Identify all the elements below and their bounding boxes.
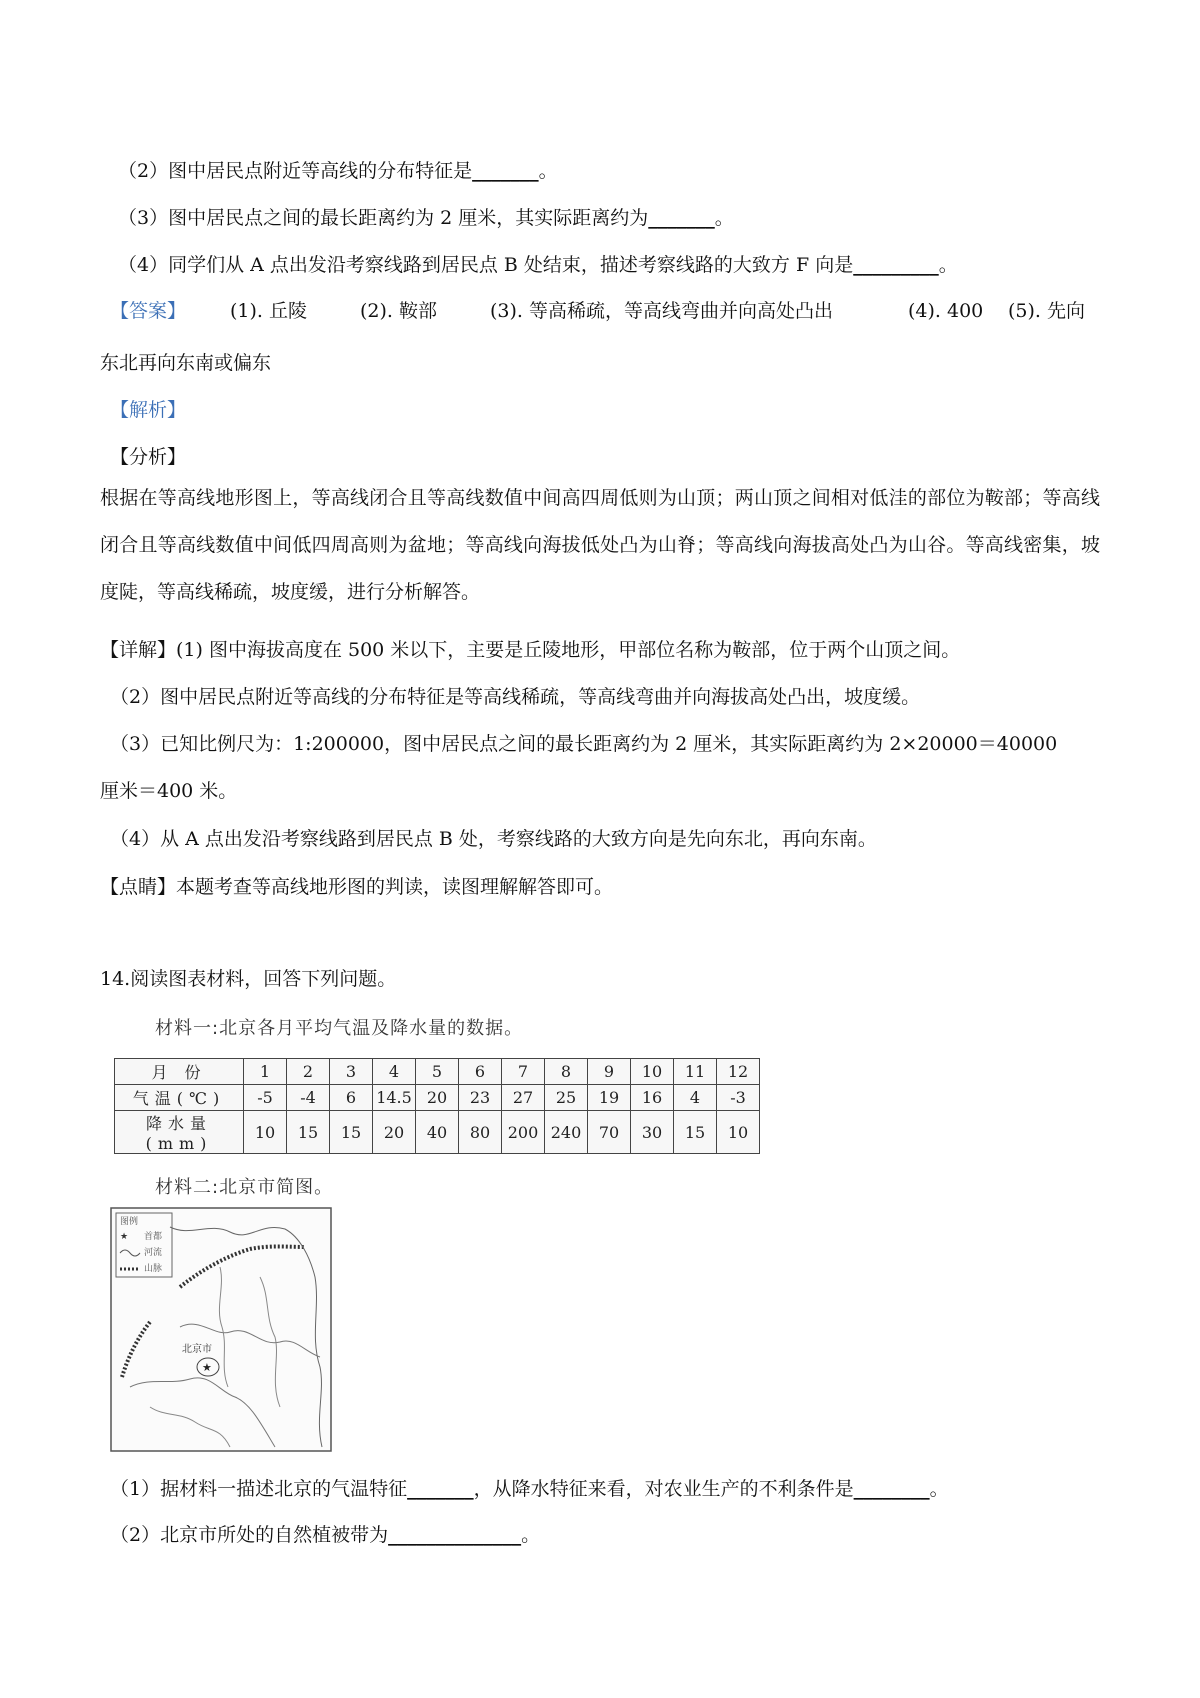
dianjing: 【点睛】本题考查等高线地形图的判读，读图理解解答即可。 (100, 876, 614, 898)
precipitation-cell: 10 (717, 1111, 760, 1154)
q13-q4-text: （4）同学们从 A 点出发沿考察线路到居民点 B 处结束，描述考察线路的大致方 F 向是 (118, 254, 854, 276)
precipitation-cell: 70 (588, 1111, 631, 1154)
temperature-header: 气温(℃) (115, 1085, 244, 1111)
precipitation-cell: 240 (545, 1111, 588, 1154)
temperature-cell: 19 (588, 1085, 631, 1111)
precipitation-cell: 15 (674, 1111, 717, 1154)
q13-q3-blank: _______ (648, 207, 715, 229)
detail-3a: （3）已知比例尺为：1:200000，图中居民点之间的最长距离约为 2 厘米，其实际距离约为 2×20000＝40000 (110, 733, 1058, 755)
detail-3b: 厘米＝400 米。 (100, 780, 238, 802)
temperature-cell: -5 (244, 1085, 287, 1111)
q13-q4-end: 。 (938, 254, 958, 276)
q14-sub1-blank-1: _______ (407, 1478, 474, 1500)
q14-sub1-mid: ，从降水特征来看，对农业生产的不利条件是 (473, 1478, 854, 1500)
q14-sub1-end: 。 (929, 1478, 949, 1500)
map-legend-title: 图例 (120, 1217, 139, 1227)
q14-sub2-end: 。 (521, 1524, 541, 1546)
month-cell: 8 (545, 1059, 588, 1085)
q13-q3-text: （3）图中居民点之间的最长距离约为 2 厘米，其实际距离约为 (118, 207, 649, 229)
table-row-precipitation (115, 1111, 760, 1154)
precipitation-header: 降水量(mm) (115, 1111, 244, 1154)
answer-4: (4). 400 (908, 300, 984, 322)
month-cell: 11 (674, 1059, 717, 1085)
q13-q4-blank: _________ (853, 254, 939, 276)
temperature-cell: -3 (717, 1085, 760, 1111)
material-1-label: 材料一:北京各月平均气温及降水量的数据。 (155, 1018, 524, 1039)
month-cell: 5 (416, 1059, 459, 1085)
q14-sub1-text: （1）据材料一描述北京的气温特征 (110, 1478, 408, 1500)
precipitation-cell: 80 (459, 1111, 502, 1154)
answer-5: (5). 先向 (1008, 300, 1085, 322)
temperature-cell: 23 (459, 1085, 502, 1111)
precipitation-cell: 200 (502, 1111, 545, 1154)
temperature-cell: 25 (545, 1085, 588, 1111)
precipitation-cell: 15 (330, 1111, 373, 1154)
detail-1: 【详解】(1) 图中海拔高度在 500 米以下，主要是丘陵地形，甲部位名称为鞍部，位于两个山顶之间。 (100, 639, 961, 661)
detail-4: （4）从 A 点出发沿考察线路到居民点 B 处，考察线路的大致方向是先向东北，再向东南。 (110, 828, 877, 850)
month-cell: 10 (631, 1059, 674, 1085)
q14-sub2-blank: ______________ (388, 1524, 522, 1546)
answer-tag: 【答案】 (110, 300, 187, 322)
q13-question-4 (118, 252, 958, 278)
precipitation-cell: 20 (373, 1111, 416, 1154)
month-cell: 4 (373, 1059, 416, 1085)
month-cell: 12 (717, 1059, 760, 1085)
month-cell: 7 (502, 1059, 545, 1085)
map-legend-capital: 首都 (144, 1232, 163, 1242)
fenxi-paragraph: 根据在等高线地形图上，等高线闭合且等高线数值中间高四周低则为山顶；两山顶之间相对低洼的部位为鞍部；等高线闭合且等高线数值中间低四周高则为盆地；等高线向海拔低处凸为山脊；等高线向海拔高处凸为山谷。等高线密集，坡度陡，等高线稀疏，坡度缓，进行分析解答。 (100, 487, 1100, 603)
answer-2: (2). 鞍部 (360, 300, 437, 322)
q14-sub-1 (110, 1476, 949, 1502)
precipitation-cell: 40 (416, 1111, 459, 1154)
temperature-cell: 4 (674, 1085, 717, 1111)
q13-q3-end: 。 (714, 207, 734, 229)
map-legend-river: 河流 (144, 1248, 163, 1258)
map-city-label: 北京市 (182, 1344, 212, 1355)
beijing-map (110, 1207, 332, 1452)
month-cell: 6 (459, 1059, 502, 1085)
capital-star-icon: ★ (202, 1361, 212, 1374)
precipitation-cell: 30 (631, 1111, 674, 1154)
temperature-cell: 27 (502, 1085, 545, 1111)
climate-table (114, 1058, 760, 1154)
temperature-cell: 20 (416, 1085, 459, 1111)
q13-question-2 (118, 158, 558, 184)
temperature-cell: 6 (330, 1085, 373, 1111)
capital-star-icon: ★ (120, 1232, 129, 1242)
month-header: 月 份 (115, 1059, 244, 1085)
q13-question-3 (118, 205, 734, 231)
table-row-temperature (115, 1085, 760, 1111)
fenxi-tag: 【分析】 (110, 446, 187, 468)
month-cell: 2 (287, 1059, 330, 1085)
detail-2: （2）图中居民点附近等高线的分布特征是等高线稀疏，等高线弯曲并向海拔高处凸出，坡度缓。 (110, 686, 921, 708)
month-cell: 3 (330, 1059, 373, 1085)
month-cell: 9 (588, 1059, 631, 1085)
temperature-cell: 14.5 (373, 1085, 416, 1111)
answer-continuation: 东北再向东南或偏东 (100, 352, 272, 374)
temperature-cell: -4 (287, 1085, 330, 1111)
temperature-cell: 16 (631, 1085, 674, 1111)
answer-3: (3). 等高稀疏，等高线弯曲并向高处凸出 (490, 300, 833, 322)
q13-q2-blank: _______ (472, 160, 539, 182)
month-cell: 1 (244, 1059, 287, 1085)
precipitation-cell: 15 (287, 1111, 330, 1154)
q14-sub1-blank-2: ________ (853, 1478, 930, 1500)
q13-q2-end: 。 (538, 160, 558, 182)
table-row-months (115, 1059, 760, 1085)
map-legend-mountain: 山脉 (144, 1264, 163, 1274)
precipitation-cell: 10 (244, 1111, 287, 1154)
material-2-label: 材料二:北京市简图。 (155, 1177, 334, 1198)
analysis-tag: 【解析】 (110, 399, 187, 421)
q14-sub-2 (110, 1522, 540, 1548)
q13-q2-text: （2）图中居民点附近等高线的分布特征是 (118, 160, 473, 182)
q14-title: 14.阅读图表材料，回答下列问题。 (100, 968, 397, 990)
q14-sub2-text: （2）北京市所处的自然植被带为 (110, 1524, 389, 1546)
answer-1: (1). 丘陵 (230, 300, 307, 322)
